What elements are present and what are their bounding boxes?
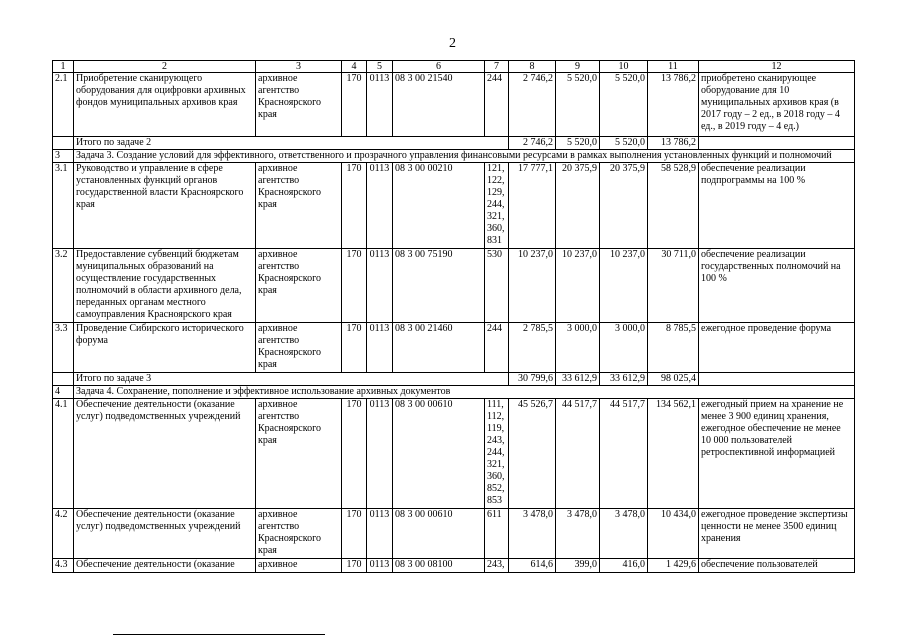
footnote-separator	[113, 634, 325, 635]
target-code: 08 3 00 21540	[393, 73, 485, 137]
expense-type: 111, 112, 119, 243, 244, 321, 360, 852, 853	[485, 399, 509, 509]
amount-total: 30 711,0	[648, 249, 699, 323]
amount-total: 13 786,2	[648, 73, 699, 137]
header-cell: 7	[485, 61, 509, 73]
amount-total: 10 434,0	[648, 509, 699, 559]
amount-2019: 416,0	[600, 559, 648, 573]
grbs-code: 170	[342, 163, 367, 249]
expected-result: ежегодное проведение экспертизы ценности не менее 3500 единиц хранения	[699, 509, 855, 559]
header-cell: 10	[600, 61, 648, 73]
row-number: 3.1	[53, 163, 74, 249]
target-code: 08 3 00 21460	[393, 323, 485, 373]
amount-2018: 3 478,0	[556, 509, 600, 559]
grbs-code: 170	[342, 559, 367, 573]
amount-2018: 3 000,0	[556, 323, 600, 373]
amount-total: 8 785,5	[648, 323, 699, 373]
subtotal-label: Итого по задаче 3	[74, 373, 509, 386]
amount-2019: 44 517,7	[600, 399, 648, 509]
grbs-code: 170	[342, 509, 367, 559]
expense-type: 530	[485, 249, 509, 323]
expected-result: обеспечение реализации государственных полномочий на 100 %	[699, 249, 855, 323]
executor: архивное агентство Красноярского края	[256, 509, 342, 559]
target-code: 08 3 00 00210	[393, 163, 485, 249]
row-number: 4.1	[53, 399, 74, 509]
amount-2017: 614,6	[509, 559, 556, 573]
header-cell: 8	[509, 61, 556, 73]
table-row	[53, 399, 855, 509]
amount-2017: 2 785,5	[509, 323, 556, 373]
amount-2018: 5 520,0	[556, 73, 600, 137]
table-row	[53, 73, 855, 137]
amount-2019: 5 520,0	[600, 137, 648, 150]
amount-2017: 3 478,0	[509, 509, 556, 559]
amount-total: 13 786,2	[648, 137, 699, 150]
expected-result: обеспечение пользователей	[699, 559, 855, 573]
activity-name: Приобретение сканирующего оборудования для оцифровки архивных фондов муниципальных архивов края	[74, 73, 256, 137]
section-code: 0113	[367, 399, 393, 509]
subtotal-row	[53, 137, 855, 150]
task-heading-row	[53, 150, 855, 163]
header-cell: 6	[393, 61, 485, 73]
header-row	[53, 61, 855, 73]
header-cell: 5	[367, 61, 393, 73]
row-number: 2.1	[53, 73, 74, 137]
row-number: 4	[53, 386, 74, 399]
row-number: 3	[53, 150, 74, 163]
section-code: 0113	[367, 163, 393, 249]
task-title: Задача 3. Создание условий для эффективного, ответственного и прозрачного управления финансовыми ресурсами в рамках выполнения установленных функций и полномочий	[74, 150, 855, 163]
amount-2017: 2 746,2	[509, 137, 556, 150]
target-code: 08 3 00 00610	[393, 399, 485, 509]
grbs-code: 170	[342, 249, 367, 323]
amount-total: 1 429,6	[648, 559, 699, 573]
amount-2017: 45 526,7	[509, 399, 556, 509]
expected-result: приобретено сканирующее оборудование для 10 муниципальных архивов края (в 2017 году – 2 ед., в 2018 году – 4 ед., в 2019 году – 4 ед.)	[699, 73, 855, 137]
section-code: 0113	[367, 559, 393, 573]
row-number: 4.2	[53, 509, 74, 559]
grbs-code: 170	[342, 323, 367, 373]
amount-total: 58 528,9	[648, 163, 699, 249]
header-cell: 9	[556, 61, 600, 73]
activity-name: Обеспечение деятельности (оказание услуг) подведомственных учреждений	[74, 509, 256, 559]
executor: архивное	[256, 559, 342, 573]
page-number: 2	[449, 36, 456, 51]
task-title: Задача 4. Сохранение, пополнение и эффективное использование архивных документов	[74, 386, 855, 399]
amount-2018: 20 375,9	[556, 163, 600, 249]
activity-name: Руководство и управление в сфере установленных функций органов государственной власти Красноярского края	[74, 163, 256, 249]
table-row	[53, 509, 855, 559]
table-row	[53, 559, 855, 573]
amount-2017: 17 777,1	[509, 163, 556, 249]
task-heading-row	[53, 386, 855, 399]
amount-2017: 10 237,0	[509, 249, 556, 323]
expected-result: ежегодное проведение форума	[699, 323, 855, 373]
activity-name: Обеспечение деятельности (оказание услуг) подведомственных учреждений	[74, 399, 256, 509]
amount-2017: 2 746,2	[509, 73, 556, 137]
expense-type: 243,	[485, 559, 509, 573]
grbs-code: 170	[342, 399, 367, 509]
table-row	[53, 323, 855, 373]
amount-total: 98 025,4	[648, 373, 699, 386]
amount-2018: 399,0	[556, 559, 600, 573]
row-number: 3.3	[53, 323, 74, 373]
header-cell: 4	[342, 61, 367, 73]
amount-2019: 20 375,9	[600, 163, 648, 249]
expected-result: ежегодный прием на хранение не менее 3 900 единиц хранения, ежегодное обеспечение не менее 10 000 пользователей ретроспективной информацией	[699, 399, 855, 509]
section-code: 0113	[367, 73, 393, 137]
table-row	[53, 163, 855, 249]
amount-2017: 30 799,6	[509, 373, 556, 386]
activity-name: Предоставление субвенций бюджетам муниципальных образований на осуществление государственных полномочий в области архивного дела, переданных органам местного самоуправления Красноярского края	[74, 249, 256, 323]
amount-2018: 44 517,7	[556, 399, 600, 509]
header-cell: 11	[648, 61, 699, 73]
expense-type: 244	[485, 323, 509, 373]
header-cell: 1	[53, 61, 74, 73]
target-code: 08 3 00 00610	[393, 509, 485, 559]
expense-type: 121, 122, 129, 244, 321, 360, 831	[485, 163, 509, 249]
amount-2019: 3 478,0	[600, 509, 648, 559]
grbs-code: 170	[342, 73, 367, 137]
header-cell: 12	[699, 61, 855, 73]
executor: архивное агентство Красноярского края	[256, 323, 342, 373]
header-cell: 2	[74, 61, 256, 73]
section-code: 0113	[367, 509, 393, 559]
amount-2018: 33 612,9	[556, 373, 600, 386]
row-number: 3.2	[53, 249, 74, 323]
header-cell: 3	[256, 61, 342, 73]
subtotal-label: Итого по задаче 2	[74, 137, 509, 150]
target-code: 08 3 00 75190	[393, 249, 485, 323]
row-number: 4.3	[53, 559, 74, 573]
amount-2018: 5 520,0	[556, 137, 600, 150]
activity-name: Проведение Сибирского исторического форума	[74, 323, 256, 373]
section-code: 0113	[367, 249, 393, 323]
amount-2018: 10 237,0	[556, 249, 600, 323]
executor: архивное агентство Красноярского края	[256, 73, 342, 137]
amount-2019: 5 520,0	[600, 73, 648, 137]
amount-total: 134 562,1	[648, 399, 699, 509]
expected-result: обеспечение реализации подпрограммы на 100 %	[699, 163, 855, 249]
amount-2019: 3 000,0	[600, 323, 648, 373]
expense-type: 244	[485, 73, 509, 137]
executor: архивное агентство Красноярского края	[256, 163, 342, 249]
table-row	[53, 249, 855, 323]
activity-name: Обеспечение деятельности (оказание	[74, 559, 256, 573]
subtotal-row	[53, 373, 855, 386]
executor: архивное агентство Красноярского края	[256, 249, 342, 323]
target-code: 08 3 00 08100	[393, 559, 485, 573]
expense-type: 611	[485, 509, 509, 559]
executor: архивное агентство Красноярского края	[256, 399, 342, 509]
amount-2019: 33 612,9	[600, 373, 648, 386]
amount-2019: 10 237,0	[600, 249, 648, 323]
program-activities-table	[52, 60, 855, 573]
section-code: 0113	[367, 323, 393, 373]
